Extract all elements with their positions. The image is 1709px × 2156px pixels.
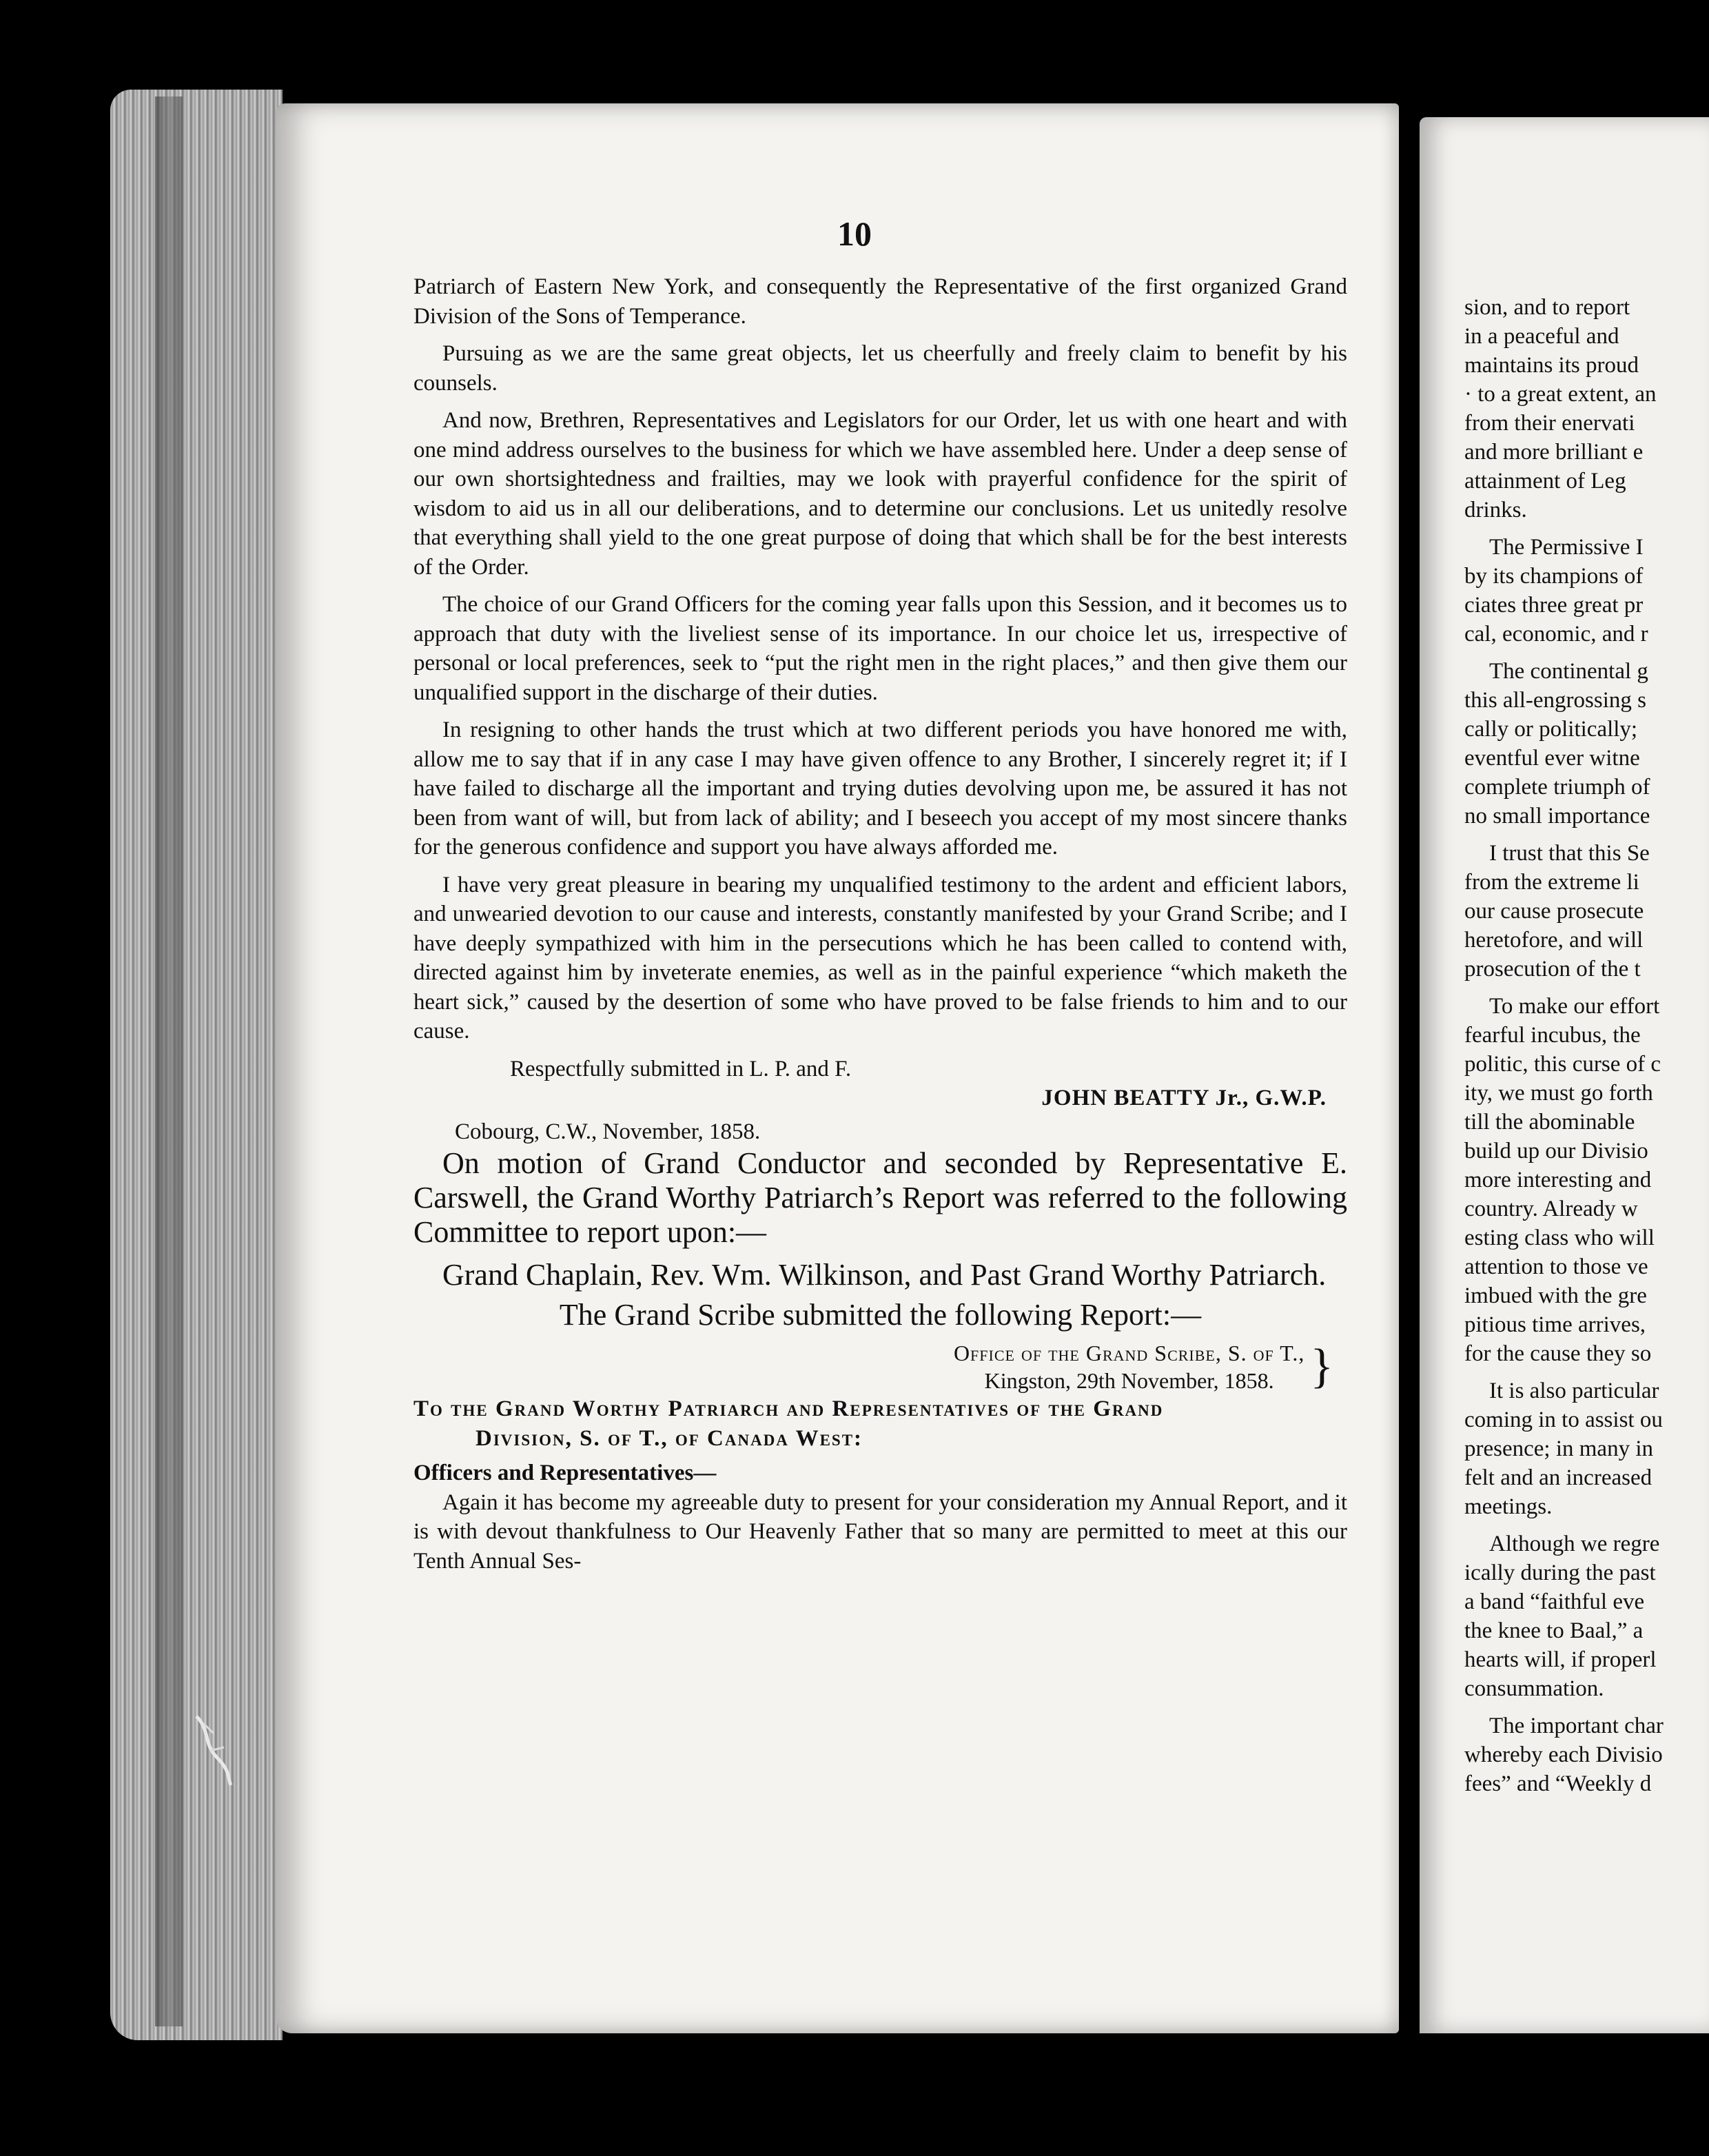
continuation-paragraph: Patriarch of Eastern New York, and consequently the Representative of the first organized Grand Division of the Sons of Temperance. xyxy=(413,274,1347,329)
right-column-line: The continental g xyxy=(1489,659,1648,684)
right-column-line: drinks. xyxy=(1464,498,1527,522)
right-column-line: heretofore, and will xyxy=(1464,928,1644,953)
right-column-line: · to a great extent, an xyxy=(1464,382,1657,407)
right-column-line: coming in to assist ou xyxy=(1464,1407,1663,1432)
paragraph-gap xyxy=(1464,831,1709,839)
right-column-line: this all-engrossing s xyxy=(1464,688,1646,713)
paragraph-gap xyxy=(1464,1703,1709,1711)
paragraph-2: And now, Brethren, Representatives and Legislators for our Order, let us with one heart and with one mind address ourselves to the business for which we have assembled here. Under a deep sense of our own shortsightedness and frailties, may we look with prayerful confidence for the spirit of wisdom to aid us in all our deliberations, and to determine our conclusions. Let us unitedly resolve that everything shall yield to the one great purpose of doing that which shall be for the best interests of the Order. xyxy=(413,408,1347,580)
paragraph-4: In resigning to other hands the trust which at two different periods you have honored me with, allow me to say that if in any case I may have given offence to any Brother, I sincerely regret it; if I have failed to discharge all the important and trying duties devolving upon me, be assured it has not been from want of will, but from lack of ability; and I beseech you accept of my most sincere thanks for the generous confidence and support you have always afforded me. xyxy=(413,718,1347,860)
right-column-line: country. Already w xyxy=(1464,1197,1638,1221)
place-date: Cobourg, C.W., November, 1858. xyxy=(455,1119,761,1144)
page-edge-mark xyxy=(190,1709,238,1792)
right-column-line: It is also particular xyxy=(1489,1379,1659,1403)
right-column-line: attainment of Leg xyxy=(1464,469,1626,494)
right-column-line: cally or politically; xyxy=(1464,717,1638,742)
right-column-line: presence; in many in xyxy=(1464,1436,1653,1461)
right-column-line: consummation. xyxy=(1464,1676,1604,1701)
book-gutter xyxy=(1399,110,1420,2033)
motion-paragraph: On motion of Grand Conductor and seconded by Representative E. Carswell, the Grand Worthy Patriarch’s Report was referred to the following Committee to report upon:— xyxy=(413,1146,1347,1249)
right-column-line: To make our effort xyxy=(1489,994,1660,1019)
right-column-line: from their enervati xyxy=(1464,411,1635,436)
right-column-line: the knee to Baal,” a xyxy=(1464,1618,1644,1643)
right-column-line: pitious time arrives, xyxy=(1464,1312,1646,1337)
paragraph-gap xyxy=(1464,649,1709,657)
right-column-line: whereby each Divisio xyxy=(1464,1742,1663,1767)
right-column-line: from the extreme li xyxy=(1464,870,1639,895)
paragraph-3: The choice of our Grand Officers for the coming year falls upon this Session, and it becomes us to approach that duty with the liveliest sense of its importance. In our choice let us, irrespective of personal or local preferences, seek to “put the right men in the right places,” and then give them our unqualified support in the discharge of their duties. xyxy=(413,592,1347,705)
right-column-line: fearful incubus, the xyxy=(1464,1023,1641,1048)
spine-shadow xyxy=(155,96,183,2026)
page-number: 10 xyxy=(837,214,872,253)
paragraph-5: I have very great pleasure in bearing my unqualified testimony to the ardent and efficient labors, and unwearied devotion to our cause and interests, constantly manifested by your Grand Scribe; and I have deeply sympathized with him in the persecutions which he has been called to contend with, directed against him by inveterate enemies, as well as in the painful experience “which maketh the heart sick,” caused by the desertion of some who have proved to be false friends to him and to our cause. xyxy=(413,872,1347,1044)
right-column-line: our cause prosecute xyxy=(1464,899,1644,924)
right-column-line: by its champions of xyxy=(1464,564,1644,589)
addressee-line-2: Division, S. of T., of Canada West: xyxy=(475,1425,863,1451)
right-column-line: in a peaceful and xyxy=(1464,324,1619,349)
right-column-line: felt and an increased xyxy=(1464,1465,1652,1490)
right-column-line: esting class who will xyxy=(1464,1226,1655,1250)
right-column-line: maintains its proud xyxy=(1464,353,1639,378)
paragraph-1: Pursuing as we are the same great objects, let us cheerfully and freely claim to benefit by his counsels. xyxy=(413,341,1347,396)
addressee-line-1: To the Grand Worthy Patriarch and Representatives of the Grand xyxy=(413,1396,1164,1421)
right-column-line: ciates three great pr xyxy=(1464,593,1644,618)
right-column-line: till the abominable xyxy=(1464,1110,1635,1135)
right-column-line: no small importance xyxy=(1464,804,1650,828)
right-column-line: imbued with the gre xyxy=(1464,1283,1647,1308)
office-date-line: Kingston, 29th November, 1858. xyxy=(984,1368,1274,1393)
right-column-line: Although we regre xyxy=(1489,1532,1660,1556)
closing-line: Respectfully submitted in L. P. and F. xyxy=(510,1056,852,1081)
report-paragraph: Again it has become my agreeable duty to present for your consideration my Annual Report, and it is with devout thankfulness to Our Heavenly Father that so many are permitted to meet at this our Tenth Annual Ses- xyxy=(413,1489,1347,1574)
paragraph-gap xyxy=(1464,1368,1709,1376)
committee-paragraph: Grand Chaplain, Rev. Wm. Wilkinson, and Past Grand Worthy Patriarch. xyxy=(442,1258,1327,1292)
right-column-line: sion, and to report xyxy=(1464,295,1630,320)
right-column-line: and more brilliant e xyxy=(1464,440,1644,465)
right-column-line: ity, we must go forth xyxy=(1464,1081,1653,1106)
signature: JOHN BEATTY Jr., G.W.P. xyxy=(1041,1086,1327,1110)
right-column-line: hearts will, if properl xyxy=(1464,1647,1657,1672)
office-dateline xyxy=(413,1339,1347,1394)
right-column-text xyxy=(1464,293,1709,1798)
right-column-line: build up our Divisio xyxy=(1464,1139,1648,1163)
right-column-line: fees” and “Weekly d xyxy=(1464,1771,1652,1796)
paragraph-gap xyxy=(1464,525,1709,533)
right-column-line: I trust that this Se xyxy=(1489,841,1650,866)
right-column-line: for the cause they so xyxy=(1464,1341,1652,1366)
report-heading: The Grand Scribe submitted the following Report:— xyxy=(559,1298,1202,1332)
right-column-line: a band “faithful eve xyxy=(1464,1589,1645,1614)
right-column-line: meetings. xyxy=(1464,1494,1553,1519)
right-column-line: ically during the past xyxy=(1464,1560,1656,1585)
right-column-line: The important char xyxy=(1489,1713,1664,1738)
right-column-line: eventful ever witne xyxy=(1464,746,1640,771)
right-column-line: cal, economic, and r xyxy=(1464,622,1648,647)
salutation: Officers and Representatives— xyxy=(413,1461,717,1485)
right-column-line: complete triumph of xyxy=(1464,775,1650,800)
right-column-line: attention to those ve xyxy=(1464,1254,1648,1279)
paragraph-gap xyxy=(1464,984,1709,992)
left-column-text xyxy=(413,272,1347,1576)
right-column-line: more interesting and xyxy=(1464,1168,1652,1192)
paragraph-gap xyxy=(1464,1521,1709,1529)
brace-glyph: } xyxy=(1310,1340,1333,1393)
right-column-line: The Permissive I xyxy=(1489,535,1644,560)
right-column-line: politic, this curse of c xyxy=(1464,1052,1661,1077)
right-column-line: prosecution of the t xyxy=(1464,957,1641,982)
addressee xyxy=(413,1394,1347,1453)
office-line: Office of the Grand Scribe, S. of T., xyxy=(953,1341,1305,1365)
